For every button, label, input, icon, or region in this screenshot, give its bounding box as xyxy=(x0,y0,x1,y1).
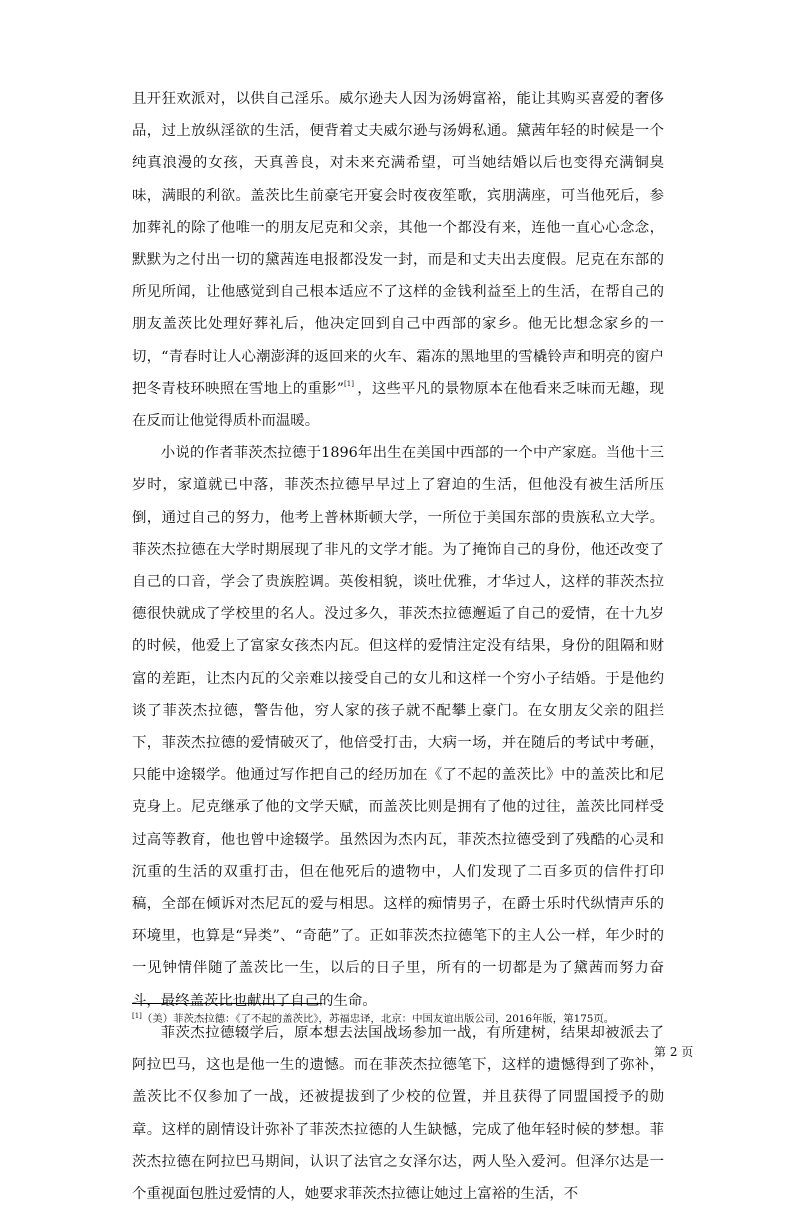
footnote-marker: [1] xyxy=(132,1012,142,1020)
footnote-reference[interactable]: [1] xyxy=(344,379,354,388)
footnote xyxy=(132,1012,692,1026)
paragraph-2: 小说的作者菲茨杰拉德于1896年出生在美国中西部的一个中产家庭。当他十三岁时，家道就已中落，菲茨杰拉德早早过上了窘迫的生活，但他没有被生活所压倒，通过自己的努力，他考上普林斯顿大学，一所位于美国东部的贵族私立大学。菲茨杰拉德在大学时期展现了非凡的文学才能。为了掩饰自己的身份，他还改变了自己的口音，学会了贵族腔调。英俊相貌，谈吐优雅，才华过人，这样的菲茨杰拉德很快就成了学校里的名人。没过多久，菲茨杰拉德邂逅了自己的爱情，在十九岁的时候，他爱上了富家女孩杰内瓦。但这样的爱情注定没有结果，身份的阻隔和财富的差距，让杰内瓦的父亲难以接受自己的女儿和这样一个穷小子结婚。于是他约谈了菲茨杰拉德，警告他，穷人家的孩子就不配攀上豪门。在女朋友父亲的阻拦下，菲茨杰拉德的爱情破灭了，他倍受打击，大病一场，并在随后的考试中考砸，只能中途辍学。他通过写作把自己的经历加在《了不起的盖茨比》中的盖茨比和尼克身上。尼克继承了他的文学天赋，而盖茨比则是拥有了他的过往，盖茨比同样受过高等教育，他也曾中途辍学。虽然因为杰内瓦，菲茨杰拉德受到了残酷的心灵和沉重的生活的双重打击，但在他死后的遗物中，人们发现了二百多页的信件打印稿，全部在倾诉对杰尼瓦的爱与相思。这样的痴情男子，在爵士乐时代纵情声乐的环境里，也算是“异类”、“奇葩”了。正如菲茨杰拉德笔下的主人公一样，年少时的一见钟情伴随了盖茨比一生，以后的日子里，所有的一切都是为了黛茜而努力奋斗，最终盖茨比也献出了自己的生命。 xyxy=(132,445,664,1009)
paragraph-1 xyxy=(132,83,664,437)
body-text xyxy=(132,83,664,1210)
footnote-divider xyxy=(132,1003,322,1004)
paragraph-1-text-continued: ，这些平凡的景物原本在他看来乏味而无趣，现在反而让他觉得质朴而温暖。 xyxy=(132,380,664,430)
page-number: 第 2 页 xyxy=(654,1045,694,1059)
paragraph-3: 菲茨杰拉德辍学后，原本想去法国战场参加一战，有所建树，结果却被派去了阿拉巴马，这也是他一生的遗憾。而在菲茨杰拉德笔下，这样的遗憾得到了弥补，盖茨比不仅参加了一战，还被提拔到了少校的位置，并且获得了同盟国授予的勋章。这样的剧情设计弥补了菲茨杰拉德的人生缺憾，完成了他年轻时候的梦想。菲茨杰拉德在阿拉巴马期间，认识了法官之女泽尔达，两人坠入爱河。但泽尔达是一个重视面包胜过爱情的人，她要求菲茨杰拉德让她过上富裕的生活，不 xyxy=(132,1024,664,1202)
footnote-text: （美）菲茨杰拉德：《了不起的盖茨比》，苏福忠译，北京：中国友谊出版公司，2016年版，第175页。 xyxy=(141,1013,615,1025)
paragraph-1-text: 且开狂欢派对，以供自己淫乐。威尔逊夫人因为汤姆富裕，能让其购买喜爱的奢侈品，过上放纵淫欲的生活，便背着丈夫威尔逊与汤姆私通。黛茜年轻的时候是一个纯真浪漫的女孩，天真善良，对未来充满希望，可当她结婚以后也变得充满铜臭味，满眼的利欲。盖茨比生前豪宅开宴会时夜夜笙歌，宾朋满座，可当他死后，参加葬礼的除了他唯一的朋友尼克和父亲，其他一个都没有来，连他一直心心念念，默默为之付出一切的黛茜连电报都没发一封，而是和丈夫出去度假。尼克在东部的所见所闻，让他感觉到自己根本适应不了这样的金钱利益至上的生活，在帮自己的朋友盖茨比处理好葬礼后，他决定回到自己中西部的家乡。他无比想念家乡的一切，“青春时让人心潮澎湃的返回来的火车、霜冻的黑地里的雪橇铃声和明亮的窗户把冬青枝环映照在雪地上的重影” xyxy=(132,91,664,397)
